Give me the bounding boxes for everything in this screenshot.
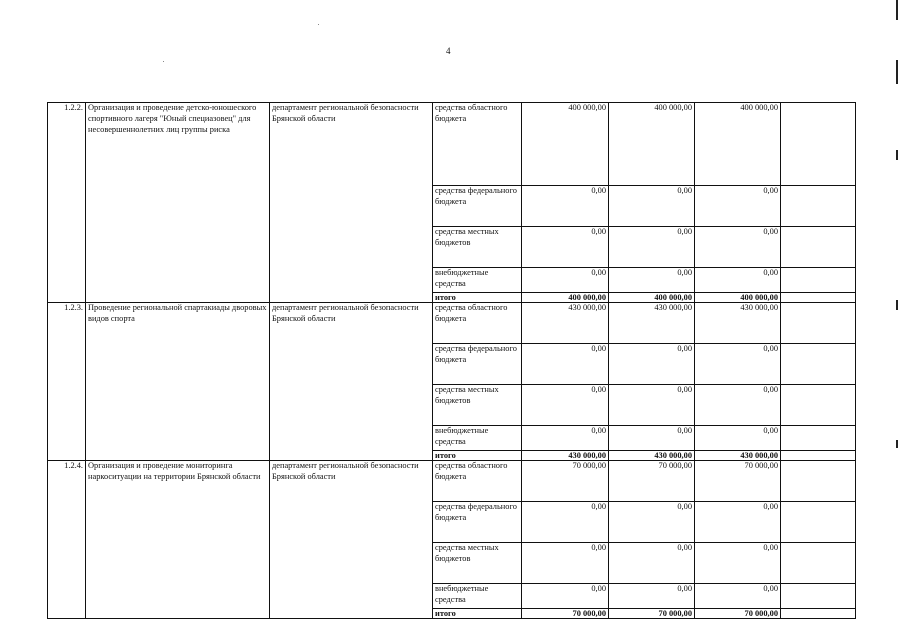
empty-cell [781, 186, 856, 227]
amount-cell: 0,00 [695, 543, 781, 584]
amount-cell: 400 000,00 [522, 293, 609, 303]
amount-cell: 0,00 [522, 268, 609, 293]
empty-cell [781, 268, 856, 293]
amount-cell: 400 000,00 [609, 103, 695, 186]
empty-cell [781, 426, 856, 451]
amount-cell: 0,00 [695, 227, 781, 268]
amount-cell: 400 000,00 [609, 293, 695, 303]
empty-cell [781, 293, 856, 303]
amount-cell: 0,00 [609, 227, 695, 268]
empty-cell [781, 344, 856, 385]
amount-cell: 0,00 [522, 426, 609, 451]
table-row [48, 103, 856, 186]
table-row [48, 303, 856, 344]
amount-cell: 0,00 [609, 186, 695, 227]
item-executor: департамент региональной безопасности Брянской области [270, 103, 433, 303]
item-title: Организация и проведение детско-юношеского спортивного лагеря "Юный специазовец" для несовершеннолетних лиц группы риска [86, 103, 270, 303]
empty-cell [781, 227, 856, 268]
item-title: Проведение региональной спартакиады дворовых видов спорта [86, 303, 270, 461]
amount-cell: 0,00 [522, 385, 609, 426]
amount-cell: 400 000,00 [695, 103, 781, 186]
amount-cell: 0,00 [609, 344, 695, 385]
amount-cell: 0,00 [609, 426, 695, 451]
item-code: 1.2.3. [48, 303, 86, 461]
amount-cell: 0,00 [695, 385, 781, 426]
amount-cell: 430 000,00 [522, 303, 609, 344]
scan-edge-mark [896, 0, 898, 640]
amount-cell: 0,00 [695, 186, 781, 227]
amount-cell: 70 000,00 [522, 609, 609, 619]
funding-source: средства федерального бюджета [433, 344, 522, 385]
amount-cell: 430 000,00 [609, 303, 695, 344]
amount-cell: 0,00 [695, 426, 781, 451]
funding-source: средства местных бюджетов [433, 543, 522, 584]
amount-cell: 0,00 [522, 584, 609, 609]
amount-cell: 0,00 [522, 186, 609, 227]
amount-cell: 0,00 [695, 584, 781, 609]
funding-source: средства федерального бюджета [433, 502, 522, 543]
amount-cell: 0,00 [695, 344, 781, 385]
funding-source: средства федерального бюджета [433, 186, 522, 227]
empty-cell [781, 502, 856, 543]
amount-cell: 0,00 [695, 502, 781, 543]
amount-cell: 430 000,00 [609, 451, 695, 461]
amount-cell: 70 000,00 [609, 461, 695, 502]
item-code: 1.2.2. [48, 103, 86, 303]
page-number: 4 [446, 46, 451, 56]
funding-source: средства областного бюджета [433, 103, 522, 186]
amount-cell: 430 000,00 [695, 303, 781, 344]
item-executor: департамент региональной безопасности Брянской области [270, 303, 433, 461]
funding-source: итого [433, 451, 522, 461]
empty-cell [781, 461, 856, 502]
funding-source: средства областного бюджета [433, 461, 522, 502]
funding-source: внебюджетные средства [433, 268, 522, 293]
table-body [48, 103, 856, 619]
empty-cell [781, 584, 856, 609]
amount-cell: 430 000,00 [695, 451, 781, 461]
amount-cell: 0,00 [522, 502, 609, 543]
amount-cell: 0,00 [695, 268, 781, 293]
empty-cell [781, 451, 856, 461]
amount-cell: 0,00 [609, 385, 695, 426]
empty-cell [781, 103, 856, 186]
item-title: Организация и проведение мониторинга наркоситуации на территории Брянской области [86, 461, 270, 619]
amount-cell: 70 000,00 [522, 461, 609, 502]
funding-source: итого [433, 609, 522, 619]
funding-source: внебюджетные средства [433, 584, 522, 609]
amount-cell: 0,00 [522, 344, 609, 385]
amount-cell: 0,00 [522, 543, 609, 584]
empty-cell [781, 303, 856, 344]
amount-cell: 430 000,00 [522, 451, 609, 461]
amount-cell: 70 000,00 [609, 609, 695, 619]
amount-cell: 0,00 [609, 584, 695, 609]
amount-cell: 0,00 [609, 543, 695, 584]
amount-cell: 70 000,00 [695, 609, 781, 619]
amount-cell: 400 000,00 [695, 293, 781, 303]
scan-speck [318, 24, 319, 25]
funding-source: средства местных бюджетов [433, 385, 522, 426]
item-code: 1.2.4. [48, 461, 86, 619]
amount-cell: 400 000,00 [522, 103, 609, 186]
funding-source: внебюджетные средства [433, 426, 522, 451]
item-executor: департамент региональной безопасности Брянской области [270, 461, 433, 619]
amount-cell: 70 000,00 [695, 461, 781, 502]
scan-speck [163, 61, 164, 62]
funding-source: средства областного бюджета [433, 303, 522, 344]
empty-cell [781, 385, 856, 426]
funding-table [47, 102, 856, 619]
table-row [48, 461, 856, 502]
amount-cell: 0,00 [609, 502, 695, 543]
empty-cell [781, 609, 856, 619]
funding-source: средства местных бюджетов [433, 227, 522, 268]
amount-cell: 0,00 [609, 268, 695, 293]
amount-cell: 0,00 [522, 227, 609, 268]
funding-source: итого [433, 293, 522, 303]
empty-cell [781, 543, 856, 584]
